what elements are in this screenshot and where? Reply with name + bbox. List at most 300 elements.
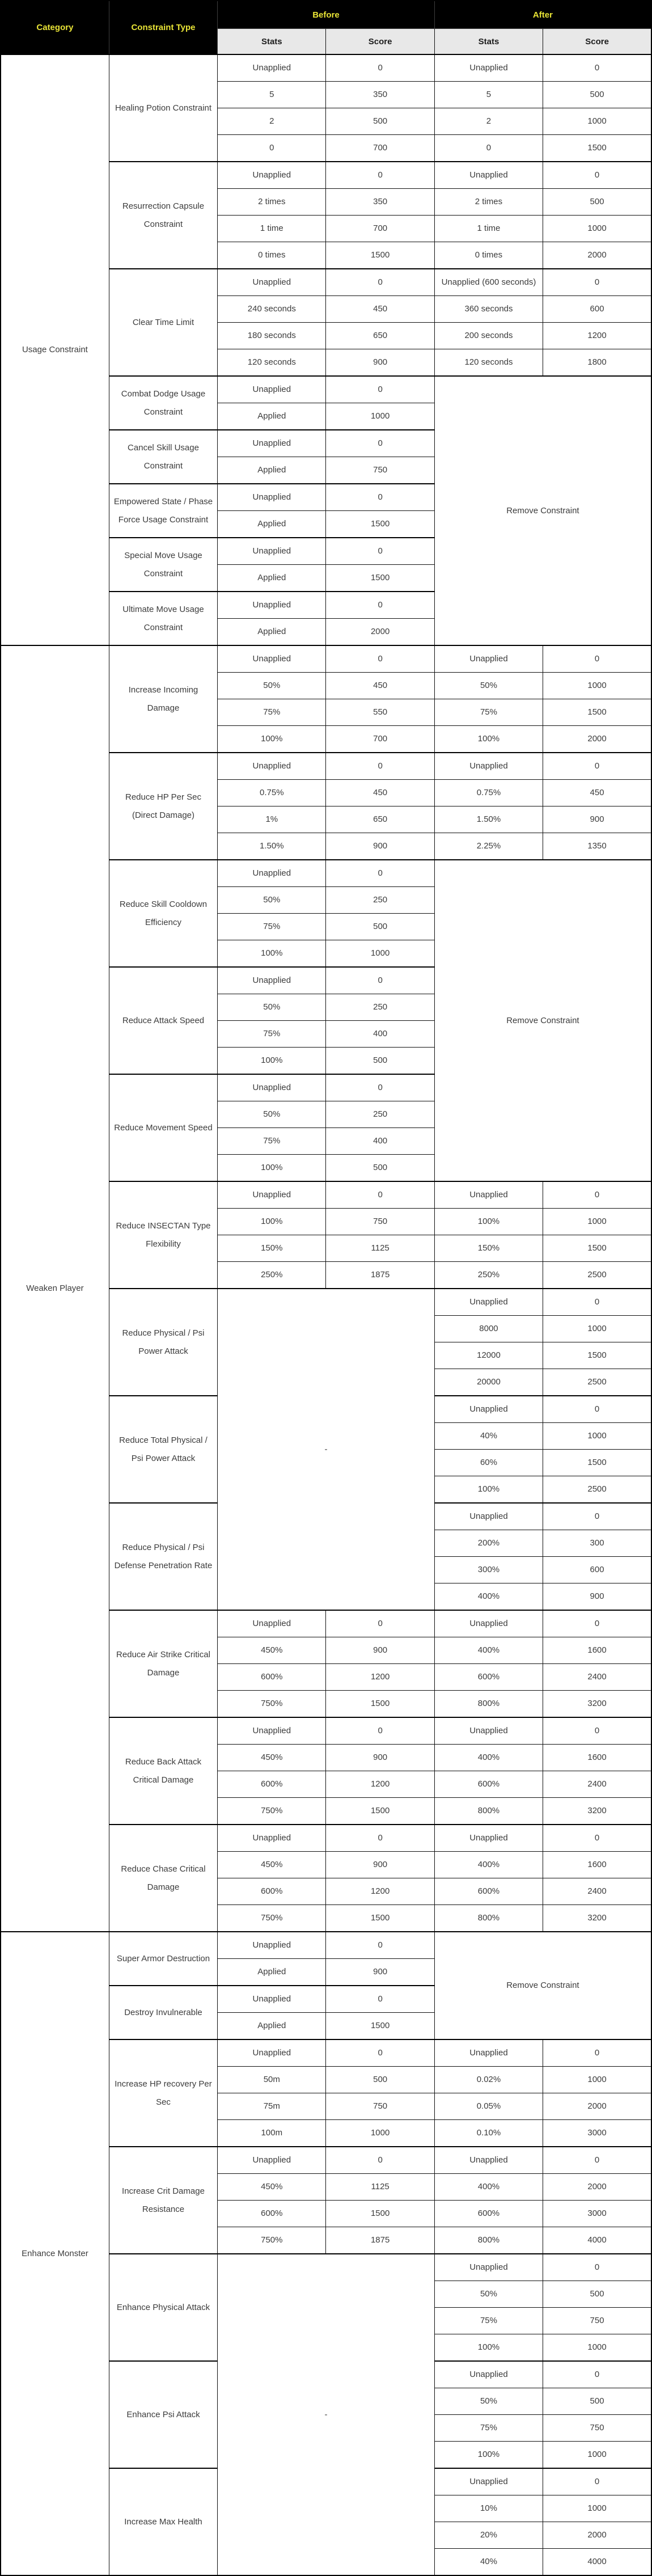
before-score-cell: 450 — [326, 673, 434, 699]
before-stat-cell: 750% — [218, 1691, 326, 1718]
after-stat-cell: 2 — [434, 108, 543, 135]
after-stat-cell: 400% — [434, 1852, 543, 1878]
after-stat-cell: 400% — [434, 1583, 543, 1611]
before-score-cell: 1000 — [326, 940, 434, 968]
table-row — [1, 645, 651, 673]
after-stat-cell: 400% — [434, 1745, 543, 1771]
before-score-cell: 700 — [326, 216, 434, 242]
before-stat-cell: Applied — [218, 403, 326, 430]
before-stat-cell: 100% — [218, 726, 326, 753]
before-stat-cell: 75% — [218, 1128, 326, 1155]
after-stat-cell: 12000 — [434, 1342, 543, 1369]
after-stat-cell: Unapplied — [434, 2361, 543, 2388]
before-score-cell: 0 — [326, 2147, 434, 2174]
after-stat-cell: Unapplied — [434, 2468, 543, 2495]
after-score-cell: 1500 — [543, 1235, 651, 1262]
before-stat-cell: 0 times — [218, 242, 326, 269]
constraint-type-cell: Increase HP recovery Per Sec — [109, 2039, 217, 2147]
after-stat-cell: 600% — [434, 2201, 543, 2227]
before-stat-cell: Unapplied — [218, 376, 326, 403]
constraint-type-cell: Clear Time Limit — [109, 269, 217, 376]
header-before-score: Score — [326, 29, 434, 55]
table-header — [1, 1, 651, 54]
after-stat-cell: 1.50% — [434, 806, 543, 833]
after-score-cell: 3200 — [543, 1691, 651, 1718]
after-score-cell: 0 — [543, 1503, 651, 1530]
after-score-cell: 0 — [543, 269, 651, 296]
before-stat-cell: 100m — [218, 2120, 326, 2147]
after-score-cell: 2000 — [543, 726, 651, 753]
before-stat-cell: Unapplied — [218, 54, 326, 82]
constraint-type-cell: Empowered State / Phase Force Usage Constraint — [109, 484, 217, 538]
before-stat-cell: 100% — [218, 940, 326, 968]
after-score-cell: 1000 — [543, 673, 651, 699]
table-row — [1, 54, 651, 82]
before-score-cell: 700 — [326, 135, 434, 162]
constraint-type-cell: Increase Crit Damage Resistance — [109, 2147, 217, 2254]
after-stat-cell: 250% — [434, 1262, 543, 1289]
before-score-cell: 450 — [326, 780, 434, 806]
after-score-cell: 1000 — [543, 2442, 651, 2469]
before-score-cell: 750 — [326, 2093, 434, 2120]
constraint-type-cell: Super Armor Destruction — [109, 1932, 217, 1986]
after-stat-cell: 600% — [434, 1664, 543, 1691]
table-row — [1, 1932, 651, 1959]
before-stat-cell: Unapplied — [218, 753, 326, 780]
after-stat-cell: 8000 — [434, 1316, 543, 1342]
after-score-cell: 2000 — [543, 2522, 651, 2549]
before-stat-cell: Unapplied — [218, 1825, 326, 1852]
before-score-cell: 450 — [326, 296, 434, 323]
after-stat-cell: 600% — [434, 1878, 543, 1905]
after-score-cell: 2500 — [543, 1476, 651, 1504]
after-score-cell: 900 — [543, 806, 651, 833]
after-stat-cell: 20000 — [434, 1369, 543, 1396]
before-score-cell: 1500 — [326, 242, 434, 269]
after-stat-cell: 0 — [434, 135, 543, 162]
before-stat-cell: 100% — [218, 1048, 326, 1075]
constraint-type-cell: Reduce Total Physical / Psi Power Attack — [109, 1396, 217, 1503]
before-stat-cell: 600% — [218, 2201, 326, 2227]
after-stat-cell: 100% — [434, 1209, 543, 1235]
after-stat-cell: 20% — [434, 2522, 543, 2549]
constraint-type-cell: Reduce HP Per Sec (Direct Damage) — [109, 753, 217, 860]
after-stat-cell: 100% — [434, 2442, 543, 2469]
after-score-cell: 1600 — [543, 1745, 651, 1771]
constraint-type-cell: Reduce Physical / Psi Power Attack — [109, 1289, 217, 1396]
after-stat-cell: 400% — [434, 1637, 543, 1664]
before-score-cell: 1875 — [326, 2227, 434, 2254]
after-score-cell: 1500 — [543, 699, 651, 726]
before-score-cell: 0 — [326, 2039, 434, 2067]
before-stat-cell: 120 seconds — [218, 349, 326, 377]
after-score-cell: 1500 — [543, 1342, 651, 1369]
after-score-cell: 750 — [543, 2415, 651, 2442]
before-stat-cell: 75% — [218, 699, 326, 726]
before-stat-cell: Unapplied — [218, 2039, 326, 2067]
before-score-cell: 500 — [326, 914, 434, 940]
before-score-cell: 0 — [326, 753, 434, 780]
before-score-cell: 400 — [326, 1021, 434, 1048]
before-score-cell: 1500 — [326, 1905, 434, 1932]
after-score-cell: 0 — [543, 645, 651, 673]
before-score-cell: 1875 — [326, 1262, 434, 1289]
before-score-cell: 0 — [326, 538, 434, 565]
constraint-type-cell: Increase Max Health — [109, 2468, 217, 2575]
before-stat-cell: 75% — [218, 914, 326, 940]
before-stat-cell: 180 seconds — [218, 323, 326, 349]
before-score-cell: 0 — [326, 1825, 434, 1852]
before-score-cell: 900 — [326, 833, 434, 860]
after-stat-cell: 0.05% — [434, 2093, 543, 2120]
before-stat-cell: Unapplied — [218, 1986, 326, 2013]
after-score-cell: 1600 — [543, 1637, 651, 1664]
after-stat-cell: 75% — [434, 699, 543, 726]
after-stat-cell: 40% — [434, 2549, 543, 2576]
before-score-cell: 0 — [326, 1074, 434, 1101]
constraint-type-cell: Ultimate Move Usage Constraint — [109, 592, 217, 645]
after-stat-cell: 100% — [434, 1476, 543, 1504]
before-stat-cell: Applied — [218, 457, 326, 484]
after-score-cell: 600 — [543, 1557, 651, 1583]
before-stat-cell: 50% — [218, 994, 326, 1021]
before-score-cell: 1000 — [326, 2120, 434, 2147]
constraint-type-cell: Resurrection Capsule Constraint — [109, 162, 217, 269]
before-score-cell: 0 — [326, 376, 434, 403]
constraint-type-cell: Reduce INSECTAN Type Flexibility — [109, 1181, 217, 1289]
constraint-type-cell: Special Move Usage Constraint — [109, 538, 217, 592]
before-merged-cell: - — [218, 2254, 435, 2575]
after-stat-cell: 50% — [434, 2388, 543, 2415]
after-score-cell: 500 — [543, 2388, 651, 2415]
after-score-cell: 1000 — [543, 1316, 651, 1342]
before-stat-cell: 50% — [218, 673, 326, 699]
after-stat-cell: 400% — [434, 2174, 543, 2201]
after-stat-cell: 0.02% — [434, 2067, 543, 2093]
before-stat-cell: Unapplied — [218, 430, 326, 457]
after-stat-cell: Unapplied — [434, 1717, 543, 1745]
before-score-cell: 500 — [326, 108, 434, 135]
before-score-cell: 1500 — [326, 2201, 434, 2227]
after-score-cell: 1500 — [543, 1450, 651, 1476]
before-stat-cell: 0.75% — [218, 780, 326, 806]
before-stat-cell: Unapplied — [218, 162, 326, 189]
before-stat-cell: 0 — [218, 135, 326, 162]
after-score-cell: 750 — [543, 2308, 651, 2334]
after-score-cell: 0 — [543, 2254, 651, 2281]
before-score-cell: 700 — [326, 726, 434, 753]
before-stat-cell: Unapplied — [218, 1932, 326, 1959]
before-stat-cell: Unapplied — [218, 1074, 326, 1101]
after-score-cell: 450 — [543, 780, 651, 806]
after-stat-cell: Unapplied — [434, 2039, 543, 2067]
constraint-type-cell: Reduce Chase Critical Damage — [109, 1825, 217, 1932]
after-score-cell: 2400 — [543, 1878, 651, 1905]
before-score-cell: 0 — [326, 1986, 434, 2013]
before-stat-cell: Unapplied — [218, 967, 326, 994]
after-score-cell: 300 — [543, 1530, 651, 1557]
after-score-cell: 3000 — [543, 2201, 651, 2227]
after-stat-cell: Unapplied — [434, 162, 543, 189]
before-stat-cell: 150% — [218, 1235, 326, 1262]
after-stat-cell: 100% — [434, 2334, 543, 2362]
before-score-cell: 1500 — [326, 1691, 434, 1718]
after-score-cell: 1800 — [543, 349, 651, 377]
before-stat-cell: 240 seconds — [218, 296, 326, 323]
after-stat-cell: Unapplied — [434, 2254, 543, 2281]
before-stat-cell: Applied — [218, 1959, 326, 1986]
after-stat-cell: Unapplied — [434, 54, 543, 82]
before-score-cell: 1500 — [326, 565, 434, 592]
after-stat-cell: 40% — [434, 1423, 543, 1450]
before-score-cell: 1125 — [326, 1235, 434, 1262]
before-stat-cell: 1% — [218, 806, 326, 833]
after-stat-cell: Unapplied — [434, 1289, 543, 1316]
after-stat-cell: 100% — [434, 726, 543, 753]
before-stat-cell: 1.50% — [218, 833, 326, 860]
before-score-cell: 1500 — [326, 2013, 434, 2040]
before-stat-cell: 450% — [218, 1852, 326, 1878]
before-score-cell: 1500 — [326, 511, 434, 538]
after-stat-cell: 75% — [434, 2308, 543, 2334]
before-stat-cell: Unapplied — [218, 592, 326, 619]
after-score-cell: 1000 — [543, 2067, 651, 2093]
after-score-cell: 500 — [543, 189, 651, 216]
before-stat-cell: Unapplied — [218, 1610, 326, 1637]
before-stat-cell: Applied — [218, 2013, 326, 2040]
after-stat-cell: Unapplied — [434, 1610, 543, 1637]
before-stat-cell: 2 — [218, 108, 326, 135]
after-score-cell: 4000 — [543, 2227, 651, 2254]
before-score-cell: 500 — [326, 1048, 434, 1075]
constraint-type-cell: Reduce Back Attack Critical Damage — [109, 1717, 217, 1825]
before-stat-cell: 750% — [218, 1905, 326, 1932]
before-score-cell: 350 — [326, 82, 434, 108]
after-stat-cell: 800% — [434, 1691, 543, 1718]
after-stat-cell: 600% — [434, 1771, 543, 1798]
before-score-cell: 0 — [326, 162, 434, 189]
constraint-type-cell: Increase Incoming Damage — [109, 645, 217, 753]
constraint-type-cell: Healing Potion Constraint — [109, 54, 217, 162]
before-score-cell: 0 — [326, 269, 434, 296]
after-score-cell: 0 — [543, 2147, 651, 2174]
before-score-cell: 0 — [326, 592, 434, 619]
before-stat-cell: 600% — [218, 1878, 326, 1905]
after-stat-cell: Unapplied — [434, 753, 543, 780]
constraint-type-cell: Reduce Skill Cooldown Efficiency — [109, 860, 217, 967]
after-stat-cell: 0 times — [434, 242, 543, 269]
header-category: Category — [1, 1, 109, 54]
before-score-cell: 750 — [326, 1209, 434, 1235]
before-score-cell: 250 — [326, 887, 434, 914]
constraint-type-cell: Cancel Skill Usage Constraint — [109, 430, 217, 484]
before-stat-cell: 250% — [218, 1262, 326, 1289]
after-score-cell: 600 — [543, 296, 651, 323]
after-stat-cell: 800% — [434, 1798, 543, 1825]
after-stat-cell: Unapplied — [434, 1825, 543, 1852]
after-stat-cell: 200% — [434, 1530, 543, 1557]
before-score-cell: 900 — [326, 349, 434, 377]
before-score-cell: 0 — [326, 645, 434, 673]
after-score-cell: 2000 — [543, 242, 651, 269]
after-stat-cell: 120 seconds — [434, 349, 543, 377]
after-stat-cell: 150% — [434, 1235, 543, 1262]
constraint-type-cell: Enhance Physical Attack — [109, 2254, 217, 2361]
after-stat-cell: 1 time — [434, 216, 543, 242]
before-stat-cell: Applied — [218, 619, 326, 646]
after-score-cell: 0 — [543, 1289, 651, 1316]
before-score-cell: 1500 — [326, 1798, 434, 1825]
after-score-cell: 1000 — [543, 216, 651, 242]
after-stat-cell: 360 seconds — [434, 296, 543, 323]
before-score-cell: 0 — [326, 1610, 434, 1637]
after-score-cell: 1000 — [543, 108, 651, 135]
after-stat-cell: 10% — [434, 2495, 543, 2522]
after-stat-cell: 300% — [434, 1557, 543, 1583]
constraint-type-cell: Reduce Air Strike Critical Damage — [109, 1610, 217, 1717]
before-score-cell: 0 — [326, 54, 434, 82]
after-score-cell: 0 — [543, 1181, 651, 1209]
after-score-cell: 0 — [543, 2361, 651, 2388]
after-stat-cell: Unapplied — [434, 1181, 543, 1209]
before-score-cell: 750 — [326, 457, 434, 484]
header-after: After — [434, 1, 651, 29]
after-score-cell: 0 — [543, 162, 651, 189]
before-score-cell: 400 — [326, 1128, 434, 1155]
before-score-cell: 0 — [326, 1717, 434, 1745]
after-score-cell: 2400 — [543, 1771, 651, 1798]
before-stat-cell: 2 times — [218, 189, 326, 216]
before-score-cell: 250 — [326, 994, 434, 1021]
after-merged-cell: Remove Constraint — [434, 860, 651, 1181]
after-score-cell: 1500 — [543, 135, 651, 162]
after-score-cell: 3200 — [543, 1905, 651, 1932]
after-score-cell: 2000 — [543, 2174, 651, 2201]
constraint-type-cell: Destroy Invulnerable — [109, 1986, 217, 2039]
before-score-cell: 500 — [326, 2067, 434, 2093]
before-score-cell: 1200 — [326, 1664, 434, 1691]
before-score-cell: 900 — [326, 1745, 434, 1771]
before-stat-cell: 750% — [218, 2227, 326, 2254]
header-after-stats: Stats — [434, 29, 543, 55]
before-score-cell: 0 — [326, 1181, 434, 1209]
before-score-cell: 650 — [326, 323, 434, 349]
before-stat-cell: 600% — [218, 1771, 326, 1798]
before-score-cell: 0 — [326, 860, 434, 887]
before-score-cell: 0 — [326, 1932, 434, 1959]
after-score-cell: 2500 — [543, 1369, 651, 1396]
after-score-cell: 3200 — [543, 1798, 651, 1825]
header-after-score: Score — [543, 29, 651, 55]
after-stat-cell: 2 times — [434, 189, 543, 216]
after-score-cell: 0 — [543, 1717, 651, 1745]
before-stat-cell: Applied — [218, 511, 326, 538]
after-score-cell: 500 — [543, 2281, 651, 2308]
after-score-cell: 1000 — [543, 1423, 651, 1450]
after-score-cell: 1000 — [543, 2334, 651, 2362]
after-stat-cell: 5 — [434, 82, 543, 108]
constraint-type-cell: Reduce Physical / Psi Defense Penetration Rate — [109, 1503, 217, 1610]
after-stat-cell: Unapplied — [434, 1396, 543, 1423]
after-score-cell: 0 — [543, 2468, 651, 2495]
after-score-cell: 900 — [543, 1583, 651, 1611]
after-score-cell: 500 — [543, 82, 651, 108]
before-stat-cell: 450% — [218, 2174, 326, 2201]
before-stat-cell: 5 — [218, 82, 326, 108]
before-score-cell: 1000 — [326, 403, 434, 430]
constraint-type-cell: Combat Dodge Usage Constraint — [109, 376, 217, 430]
after-stat-cell: Unapplied (600 seconds) — [434, 269, 543, 296]
after-stat-cell: 75% — [434, 2415, 543, 2442]
category-cell: Enhance Monster — [1, 1932, 109, 2575]
category-cell: Weaken Player — [1, 645, 109, 1932]
constraint-type-cell: Reduce Movement Speed — [109, 1074, 217, 1181]
before-stat-cell: 75m — [218, 2093, 326, 2120]
table-body — [1, 54, 651, 2575]
before-stat-cell: Unapplied — [218, 1181, 326, 1209]
header-row-main — [1, 1, 651, 29]
after-score-cell: 0 — [543, 1610, 651, 1637]
after-stat-cell: 2.25% — [434, 833, 543, 860]
before-stat-cell: Unapplied — [218, 269, 326, 296]
before-score-cell: 350 — [326, 189, 434, 216]
before-stat-cell: Applied — [218, 565, 326, 592]
after-merged-cell: Remove Constraint — [434, 1932, 651, 2039]
after-score-cell: 2400 — [543, 1664, 651, 1691]
after-stat-cell: 0.75% — [434, 780, 543, 806]
before-score-cell: 500 — [326, 1155, 434, 1182]
header-before: Before — [218, 1, 435, 29]
before-score-cell: 900 — [326, 1637, 434, 1664]
before-score-cell: 550 — [326, 699, 434, 726]
before-stat-cell: Unapplied — [218, 1717, 326, 1745]
before-score-cell: 650 — [326, 806, 434, 833]
before-stat-cell: 750% — [218, 1798, 326, 1825]
before-score-cell: 900 — [326, 1959, 434, 1986]
after-stat-cell: 800% — [434, 2227, 543, 2254]
after-score-cell: 0 — [543, 2039, 651, 2067]
before-stat-cell: 100% — [218, 1155, 326, 1182]
before-stat-cell: 100% — [218, 1209, 326, 1235]
before-stat-cell: 50m — [218, 2067, 326, 2093]
after-stat-cell: 50% — [434, 2281, 543, 2308]
before-score-cell: 2000 — [326, 619, 434, 646]
before-score-cell: 0 — [326, 967, 434, 994]
before-stat-cell: 450% — [218, 1637, 326, 1664]
header-constraint-type: Constraint Type — [109, 1, 217, 54]
after-stat-cell: Unapplied — [434, 645, 543, 673]
before-stat-cell: 75% — [218, 1021, 326, 1048]
after-score-cell: 1600 — [543, 1852, 651, 1878]
after-stat-cell: Unapplied — [434, 2147, 543, 2174]
before-stat-cell: 600% — [218, 1664, 326, 1691]
after-score-cell: 1200 — [543, 323, 651, 349]
before-score-cell: 900 — [326, 1852, 434, 1878]
before-stat-cell: 50% — [218, 1101, 326, 1128]
after-score-cell: 3000 — [543, 2120, 651, 2147]
after-score-cell: 1350 — [543, 833, 651, 860]
before-stat-cell: Unapplied — [218, 645, 326, 673]
after-score-cell: 1000 — [543, 2495, 651, 2522]
after-stat-cell: 200 seconds — [434, 323, 543, 349]
after-stat-cell: 800% — [434, 1905, 543, 1932]
after-stat-cell: 50% — [434, 673, 543, 699]
after-score-cell: 0 — [543, 1825, 651, 1852]
constraint-type-cell: Enhance Psi Attack — [109, 2361, 217, 2468]
before-score-cell: 250 — [326, 1101, 434, 1128]
before-stat-cell: Unapplied — [218, 538, 326, 565]
before-stat-cell: Unapplied — [218, 2147, 326, 2174]
